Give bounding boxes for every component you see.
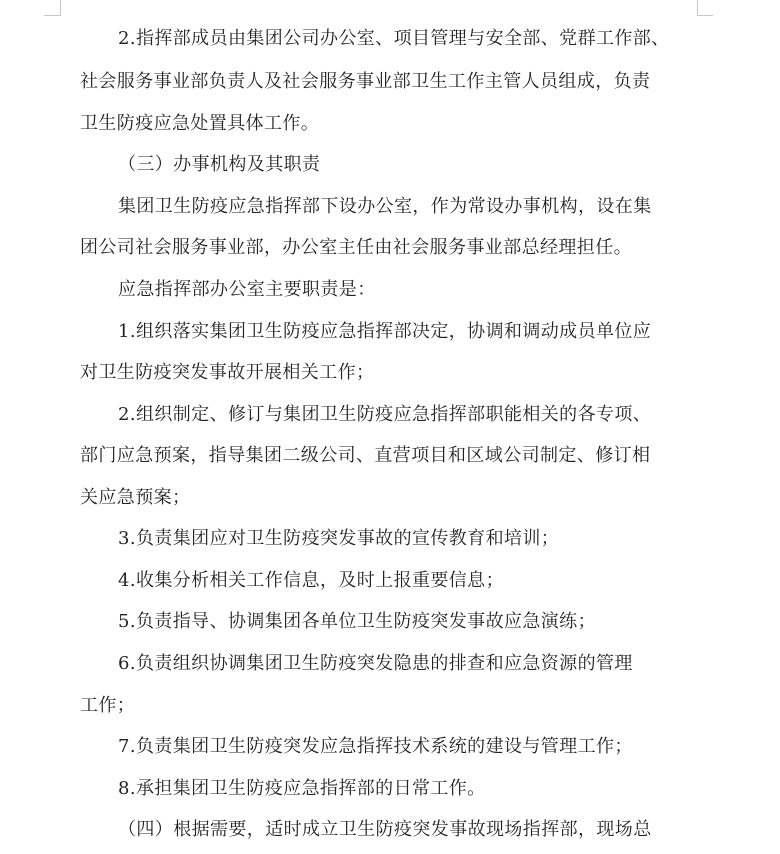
- paragraph-line: 8.承担集团卫生防疫应急指挥部的日常工作。: [118, 778, 486, 799]
- paragraph-line: 2.组织制定、修订与集团卫生防疫应急指挥部职能相关的各专项、: [118, 404, 652, 425]
- paragraph-line: 社会服务事业部负责人及社会服务事业部卫生工作主管人员组成，负责: [80, 71, 651, 92]
- paragraph-line: 5.负责指导、协调集团各单位卫生防疫突发事故应急演练；: [118, 611, 596, 632]
- paragraph-line: 4.收集分析相关工作信息，及时上报重要信息；: [118, 570, 504, 591]
- paragraph-line: 3.负责集团应对卫生防疫突发事故的宣传教育和培训；: [118, 528, 560, 549]
- crop-mark-top-right: [697, 15, 713, 16]
- paragraph-line: 6.负责组织协调集团卫生防疫突发隐患的排查和应急资源的管理: [118, 653, 633, 674]
- paragraph-line: 对卫生防疫突发事故开展相关工作；: [80, 362, 375, 383]
- crop-mark-top-right: [697, 0, 698, 16]
- section-heading: （四）根据需要，适时成立卫生防疫突发事故现场指挥部，现场总: [118, 819, 652, 840]
- paragraph-line: 卫生防疫应急处置具体工作。: [80, 113, 320, 134]
- paragraph-line: 工作；: [80, 695, 136, 716]
- paragraph-line: 2.指挥部成员由集团公司办公室、项目管理与安全部、党群工作部、: [118, 28, 670, 49]
- paragraph-line: 关应急预案；: [80, 487, 191, 508]
- paragraph-line: 7.负责集团卫生防疫突发应急指挥技术系统的建设与管理工作；: [118, 736, 633, 757]
- paragraph-line: 部门应急预案，指导集团二级公司、直营项目和区域公司制定、修订相: [80, 445, 651, 466]
- paragraph-line: 应急指挥部办公室主要职责是：: [118, 279, 376, 300]
- paragraph-line: 1.组织落实集团卫生防疫应急指挥部决定，协调和调动成员单位应: [118, 321, 652, 342]
- paragraph-line: 团公司社会服务事业部，办公室主任由社会服务事业部总经理担任。: [80, 237, 632, 258]
- paragraph-line: 集团卫生防疫应急指挥部下设办公室，作为常设办事机构，设在集: [118, 196, 652, 217]
- section-heading: （三）办事机构及其职责: [118, 154, 321, 175]
- crop-mark-top-left: [44, 15, 60, 16]
- crop-mark-top-left: [60, 0, 61, 16]
